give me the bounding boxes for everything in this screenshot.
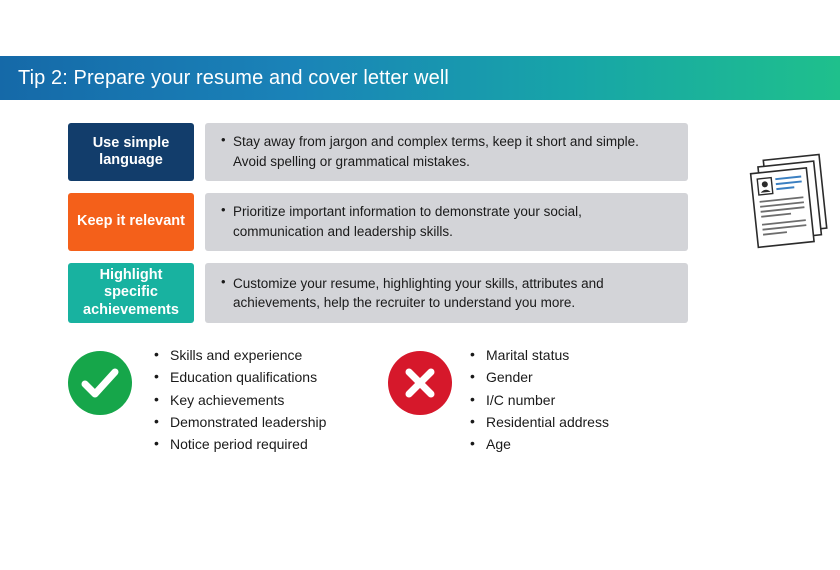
tip-description-container [205,263,688,323]
check-circle-icon [68,351,132,415]
list-item: • Key achievements [154,390,326,410]
tip-row [68,193,688,251]
dont-column [388,345,708,456]
tip-description: • Prioritize important information to demonstrate your social, communication and leadership skills. [221,202,674,241]
list-item: • I/C number [470,390,609,410]
tip-description: • Stay away from jargon and complex terms, keep it short and simple. Avoid spelling or grammatical mistakes. [221,132,674,171]
page-title: Tip 2: Prepare your resume and cover letter well [18,66,449,89]
tip-tag-highlight-specific-achievements: Highlight specific achievements [68,263,194,323]
tip-row [68,123,688,181]
tip-description-container [205,193,688,251]
list-item: • Notice period required [154,434,326,454]
list-item: • Education qualifications [154,367,326,387]
documents-stack-icon [742,152,834,256]
list-item: • Gender [470,367,609,387]
do-column [68,345,388,456]
tips-list [68,123,688,335]
cross-circle-icon [388,351,452,415]
list-item: • Skills and experience [154,345,326,365]
dont-list [452,345,609,456]
tip-description: • Customize your resume, highlighting your skills, attributes and achievements, help the recruiter to understand you more. [221,274,674,313]
tip-description-container [205,123,688,181]
do-dont-section [68,345,708,456]
slide-title-bar [0,56,840,100]
tip-tag-keep-it-relevant: Keep it relevant [68,193,194,251]
list-item: • Marital status [470,345,609,365]
list-item: • Residential address [470,412,609,432]
list-item: • Demonstrated leadership [154,412,326,432]
tip-row [68,263,688,323]
list-item: • Age [470,434,609,454]
tip-tag-use-simple-language: Use simple language [68,123,194,181]
do-list [132,345,326,456]
